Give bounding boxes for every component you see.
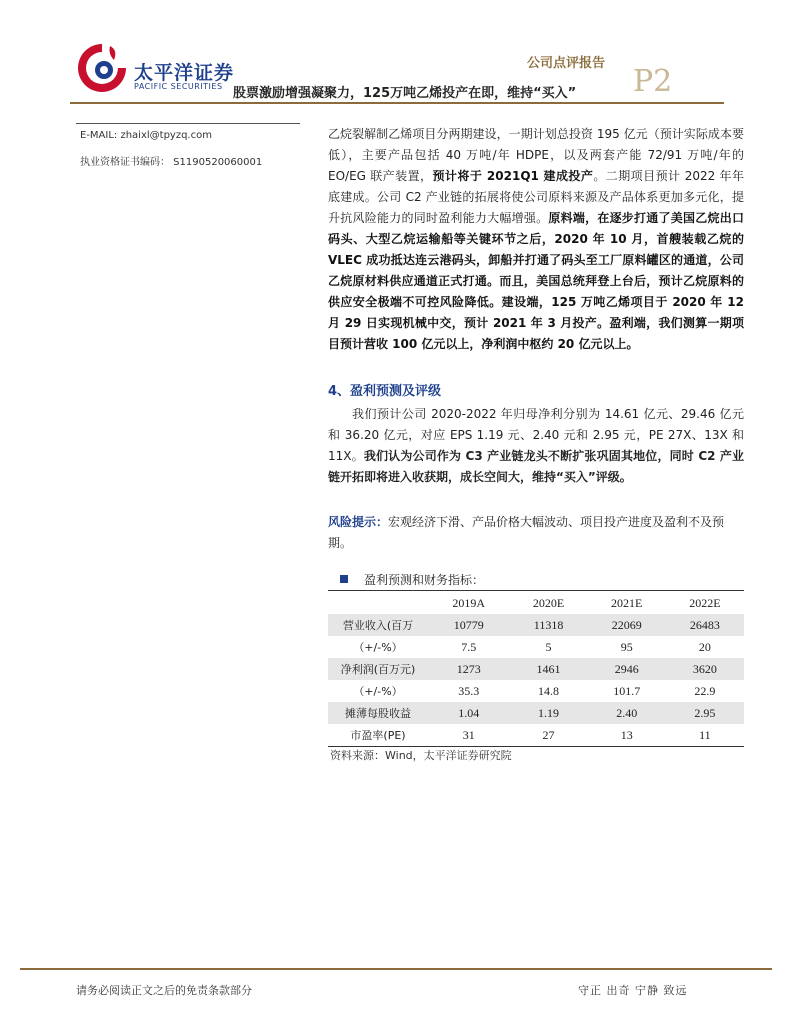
forecast-text: 我们预计公司 2020-2022 年归母净利分别为 14.61 亿元、29.46 亿元和 36.20 亿元，对应 EPS 1.19 元、2.40 元和 2.95 元，PE 27X、13X 和 11X。 (328, 407, 744, 463)
table-cell: 22069 (588, 614, 666, 636)
table-cell: 31 (428, 724, 509, 747)
row-label: （+/-%） (353, 685, 403, 698)
footer-divider (20, 968, 772, 970)
row-label: 净利润(百万元) (328, 658, 428, 680)
table-cell: 95 (620, 639, 633, 654)
table-cell: 1273 (428, 658, 509, 680)
table-cell: 27 (509, 724, 587, 747)
row-label: 摊薄每股收益 (328, 702, 428, 724)
table-caption: 盈利预测和财务指标： (364, 573, 485, 587)
table-cell: 1461 (509, 658, 587, 680)
report-type: 公司点评报告 (527, 56, 606, 71)
table-cell: 14.8 (538, 683, 560, 698)
brand-name-cn: 太平洋证券 (134, 62, 235, 84)
analyst-email: E-MAIL: zhaixl@tpyzq.com (80, 130, 212, 141)
table-cell: 2.40 (588, 702, 666, 724)
row-label: （+/-%） (353, 641, 403, 654)
body-text-bold-b: 预计将于 2021Q1 建成投产 (432, 169, 594, 183)
table-header-row (328, 592, 744, 614)
body-paragraph (328, 124, 744, 355)
table-header-cell: 2019A (452, 595, 486, 610)
table-cell: 22.9 (694, 683, 716, 698)
table-source: 资料来源：Wind，太平洋证券研究院 (330, 749, 512, 762)
table-row (328, 636, 744, 658)
table-cell: 20 (698, 639, 711, 654)
row-label: 市盈率(PE) (328, 724, 428, 747)
brand-name-en: PACIFIC SECURITIES (134, 82, 223, 91)
table-row (328, 680, 744, 702)
body-text-c: 。二期项目预计 2022 年年底建成。公司 C2 产业链的拓展将使公司原料来源及产品体系更加多元化，提升抗风险能力的同时盈利能力大幅增强。 (328, 169, 744, 225)
company-logo-icon (74, 40, 130, 96)
table-row (328, 658, 744, 680)
table-cell: 101.7 (613, 683, 641, 698)
financial-table (328, 592, 744, 747)
analyst-divider (76, 123, 300, 124)
table-cell: 11 (666, 724, 744, 747)
body-text-a: 乙烷裂解制乙烯项目分两期建设，一期计划总投资 195 亿元（预计实际成本要低），主要产品包括 40 万吨/年 HDPE，以及两套产能 72/91 万吨/年的 EO/EG 联产装置， (328, 127, 744, 183)
table-row (328, 614, 744, 636)
table-cell: 2.95 (666, 702, 744, 724)
table-top-rule (328, 590, 744, 591)
table-cell: 1.19 (509, 702, 587, 724)
forecast-text-bold: 我们认为公司作为 C3 产业链龙头不断扩张巩固其地位，同时 C2 产业链开拓即将进入收获期，成长空间大，维持“买入”评级。 (328, 449, 744, 484)
table-cell: 2946 (588, 658, 666, 680)
forecast-paragraph (328, 404, 744, 488)
header-divider (70, 102, 724, 104)
table-cell: 10779 (428, 614, 509, 636)
table-row (328, 724, 744, 747)
table-cell: 26483 (666, 614, 744, 636)
table-header-cell (328, 592, 428, 614)
risk-note (328, 512, 744, 554)
analyst-certificate: 执业资格证书编码： S1190520060001 (80, 157, 263, 168)
table-header-cell: 2020E (532, 595, 565, 610)
body-text-bold-d: 原料端，在逐步打通了美国乙烷出口码头、大型乙烷运输船等关键环节之后，2020 年 10 月，首艘装载乙烷的 VLEC 成功抵达连云港码头，卸船并打通了码头至工厂原料罐区的通道，公司乙烷原材料供应通道正式打通。而且，美国总统拜登上台后，预计乙烷原料的供应安全极端不可控风险降低。建设端，125 万吨乙烯项目于 2020 年 12 月 29 日实现机械中交，预计 2021 年 3 月投产。盈利端，我们测算一期项目预计营收 100 亿元以上，净利润中枢约 20 亿元以上。 (328, 211, 744, 351)
table-cell: 35.3 (458, 683, 480, 698)
footer-disclaimer: 请务必阅读正文之后的免责条款部分 (76, 984, 252, 997)
report-title: 股票激励增强凝聚力，125万吨乙烯投产在即，维持“买入” (233, 86, 577, 101)
table-header-cell: 2021E (611, 595, 643, 610)
table-cell: 7.5 (461, 639, 477, 654)
risk-label: 风险提示： (328, 515, 389, 529)
section-heading: 4、盈利预测及评级 (328, 384, 442, 399)
table-cell: 13 (588, 724, 666, 747)
table-row (328, 702, 744, 724)
table-cell: 5 (545, 639, 552, 654)
row-label: 营业收入(百万 (328, 614, 428, 636)
table-cell: 11318 (509, 614, 587, 636)
page-number: P2 (633, 64, 673, 99)
table-cell: 3620 (666, 658, 744, 680)
caption-bullet-icon (340, 575, 348, 583)
footer-motto: 守正 出奇 宁静 致远 (578, 984, 688, 997)
risk-text: 宏观经济下滑、产品价格大幅波动、项目投产进度及盈利不及预期。 (328, 515, 725, 550)
table-header-cell: 2022E (689, 595, 721, 610)
table-cell: 1.04 (428, 702, 509, 724)
